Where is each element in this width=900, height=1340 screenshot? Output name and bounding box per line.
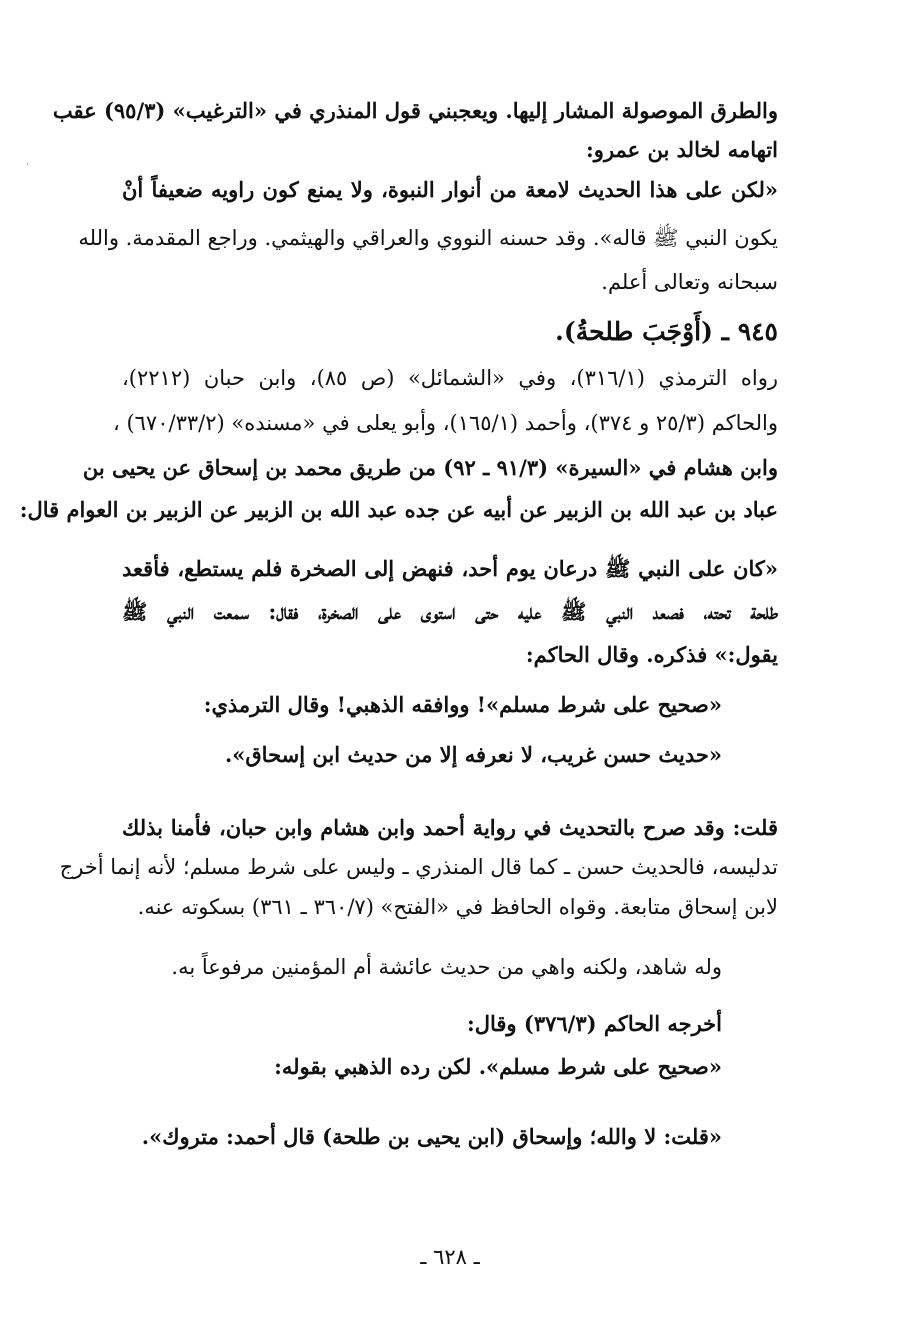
hadith-line-2: طلحة تحته، فصعد النبي ﷺ عليه حتى استوى على الصخرة، فقال: سمعت النبي ﷺ: [122, 599, 778, 624]
paragraph-2-line-2: والحاكم (٢٥/٣ و ٣٧٤)، وأحمد (١٦٥/١)، وأبو يعلى في «مسنده» (٦٧٠/٣٣/٢) ،: [113, 411, 778, 435]
paragraph-1-line-2: اتهامه لخالد بن عمرو:: [586, 137, 778, 162]
paragraph-1-line-5: سبحانه وتعالى أعلم.: [601, 270, 778, 294]
witness-line: وله شاهد، ولكنه واهي من حديث عائشة أم المؤمنين مرفوعاً به.: [171, 955, 722, 979]
paragraph-3-line-1: قلت: وقد صرح بالتحديث في رواية أحمد وابن هشام وابن حبان، فأمنا بذلك: [122, 815, 778, 840]
paragraph-3-line-3: لابن إسحاق متابعة. وقواه الحافظ في «الفتح» (٣٦٠/٧ ـ ٣٦١) بسكوته عنه.: [137, 895, 778, 919]
dhahabi-line: «صحيح على شرط مسلم». لكن رده الذهبي بقوله:: [274, 1054, 722, 1079]
hadith-heading: ٩٤٥ ـ (أَوْجَبَ طلحةُ).: [555, 317, 778, 346]
paragraph-1-line-4: يكون النبي ﷺ قاله». وقد حسنه النووي والعراقي والهيثمي. وراجع المقدمة. والله: [78, 226, 778, 250]
quote-sahih-muslim: «صحيح على شرط مسلم»! ووافقه الذهبي! وقال الترمذي:: [203, 692, 722, 717]
hadith-line-1: «كان على النبي ﷺ درعان يوم أحد، فنهض إلى الصخرة فلم يستطع، فأقعد: [122, 556, 778, 581]
paragraph-1-line-3: «لكن على هذا الحديث لامعة من أنوار النبوة، ولا يمنع كون راويه ضعيفاً أنْ: [122, 177, 778, 202]
page-number: ـ ٦٢٨ ـ: [420, 1245, 480, 1269]
paragraph-2-line-4: عباد بن عبد الله بن الزبير عن أبيه عن جده عبد الله بن الزبير عن الزبير بن العوام قال:: [19, 497, 778, 522]
hadith-line-3: يقول:» فذكره. وقال الحاكم:: [525, 642, 778, 667]
final-quote: «قلت: لا والله؛ وإسحاق (ابن يحيى بن طلحة) قال أحمد: متروك».: [141, 1124, 722, 1149]
hakim-line: أخرجه الحاكم (٣٧٦/٣) وقال:: [466, 1011, 722, 1036]
margin-mark: ˙: [25, 163, 30, 174]
paragraph-3-line-2: تدليسه، فالحديث حسن ـ كما قال المنذري ـ وليس على شرط مسلم؛ لأنه إنما أخرج: [59, 855, 778, 879]
quote-tirmidhi: «حديث حسن غريب، لا نعرفه إلا من حديث ابن إسحاق».: [224, 742, 722, 767]
paragraph-1-line-1: والطرق الموصولة المشار إليها. ويعجبني قول المنذري في «الترغيب» (٩٥/٣) عقب: [52, 98, 778, 123]
paragraph-2-line-3: وابن هشام في «السيرة» (٩١/٣ ـ ٩٢) من طريق محمد بن إسحاق عن يحيى بن: [82, 455, 778, 480]
paragraph-2-line-1: رواه الترمذي (٣١٦/١)، وفي «الشمائل» (ص ٨٥)، وابن حبان (٢٢١٢)،: [122, 366, 778, 390]
